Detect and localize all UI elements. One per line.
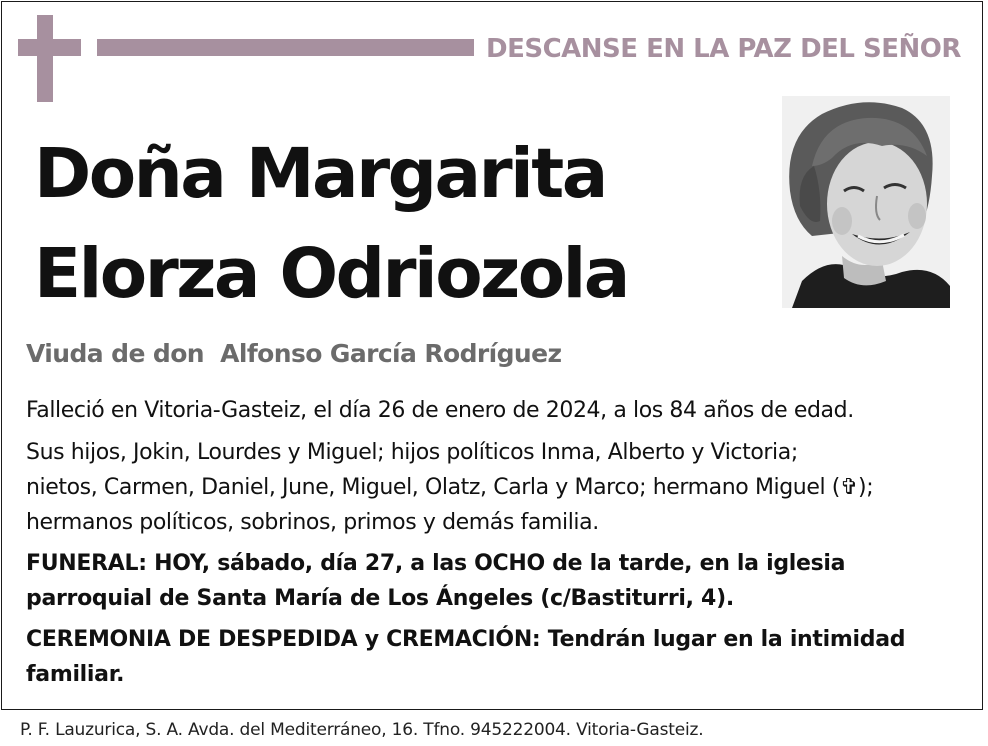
- widow-of-line: Viuda de don Alfonso García Rodríguez: [26, 339, 562, 368]
- funeral-line: FUNERAL: HOY, sábado, día 27, a las OCHO de la tarde, en la iglesia: [26, 551, 846, 576]
- funeral-home-footer: P. F. Lauzurica, S. A. Avda. del Mediterráneo, 16. Tfno. 945222004. Vitoria-Gasteiz.: [20, 720, 704, 740]
- death-announcement: [26, 393, 971, 428]
- ceremony-line: familiar.: [26, 662, 125, 687]
- header-title: DESCANSE EN LA PAZ DEL SEÑOR: [486, 34, 961, 64]
- deceased-name-last: Elorza Odriozola: [34, 234, 628, 314]
- portrait-photo: [782, 96, 950, 308]
- cross-icon-bar: [18, 39, 81, 56]
- family-list: [26, 435, 971, 540]
- ceremony-line: CEREMONIA DE DESPEDIDA y CREMACIÓN: Tendrán lugar en la intimidad: [26, 627, 906, 652]
- funeral-line: parroquial de Santa María de Los Ángeles (c/Bastiturri, 4).: [26, 586, 734, 611]
- funeral-info: [26, 546, 971, 616]
- family-line: nietos, Carmen, Daniel, June, Miguel, Olatz, Carla y Marco; hermano Miguel (✞);: [26, 475, 874, 500]
- ceremony-info: [26, 622, 971, 692]
- family-line: hermanos políticos, sobrinos, primos y demás familia.: [26, 510, 599, 535]
- cross-icon: [37, 15, 53, 102]
- death-details: Falleció en Vitoria-Gasteiz, el día 26 de enero de 2024, a los 84 años de edad.: [26, 398, 854, 423]
- family-line: Sus hijos, Jokin, Lourdes y Miguel; hijos políticos Inma, Alberto y Victoria;: [26, 440, 798, 465]
- header-rule: [97, 39, 474, 56]
- deceased-name-first: Doña Margarita: [34, 134, 606, 214]
